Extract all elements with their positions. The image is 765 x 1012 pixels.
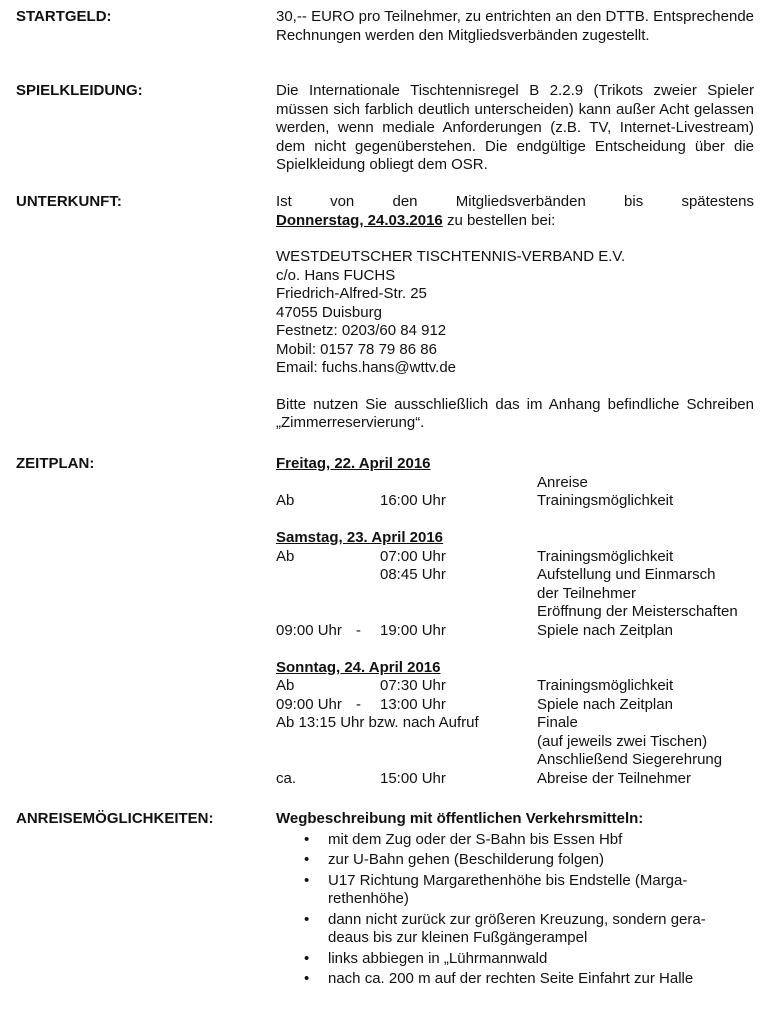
friday-heading: Freitag, 22. April 2016 <box>276 455 431 472</box>
anreise-content <box>276 810 754 989</box>
spielkleidung-label: SPIELKLEIDUNG: <box>16 82 143 99</box>
friday-event: Trainingsmöglichkeit <box>537 492 674 509</box>
spielkleidung-text: Die Internationale Tischtennisregel B 2.2.9 (Trikots zweier Spieler müssen sich farblich deutlich unterscheiden) kann außer Acht gelassen werden, wenn mediale Anforderungen (z.B. TV, Internet-Livestream) dem nicht gegenüberstehen. Die endgültige Entscheidung über die Spielkleidung obliegt dem OSR. <box>276 82 754 173</box>
saturday-heading: Samstag, 23. April 2016 <box>276 529 444 546</box>
sunday-event1: Trainingsmöglichkeit <box>537 677 674 694</box>
unterkunft-intro-tail: zu bestellen bei: <box>446 211 556 229</box>
list-item <box>276 851 728 870</box>
address-line-contact: c/o. Hans FUCHS <box>276 266 396 284</box>
bullet-icon: • <box>304 949 310 967</box>
list-item <box>276 950 728 969</box>
anreise-heading: Wegbeschreibung mit öffentlichen Verkehrsmitteln: <box>276 810 644 827</box>
step-text: dann nicht zurück zur größeren Kreuzung, sondern gera-deaus bis zur kleinen Fußgängerampel <box>328 910 706 946</box>
saturday-from: Ab <box>276 547 295 565</box>
sunday-event3b: (auf jeweils zwei Tischen) <box>537 732 708 750</box>
saturday-event1: Trainingsmöglichkeit <box>537 547 674 565</box>
bullet-icon: • <box>304 910 310 928</box>
zeitplan-label: ZEITPLAN: <box>16 455 95 472</box>
address-line-street: Friedrich-Alfred-Str. 25 <box>276 285 427 302</box>
unterkunft-label: UNTERKUNFT: <box>16 193 122 210</box>
saturday-range-end: 19:00 Uhr <box>380 621 446 639</box>
list-item <box>276 970 728 989</box>
step-text: zur U-Bahn gehen (Beschilderung folgen) <box>328 851 604 868</box>
step-text: links abbiegen in „Lührmannwald <box>328 949 548 967</box>
sunday-event3c: Anschließend Siegerehrung <box>537 751 723 768</box>
unterkunft-intro: Ist von den Mitgliedsverbänden bis spätestens <box>276 193 754 210</box>
saturday-event3: Spiele nach Zeitplan <box>537 621 673 639</box>
sunday-event2: Spiele nach Zeitplan <box>537 695 673 713</box>
zeitplan-content <box>276 455 754 788</box>
sunday-heading: Sonntag, 24. April 2016 <box>276 658 441 676</box>
unterkunft-content <box>276 193 754 433</box>
unterkunft-deadline: Donnerstag, 24.03.2016 <box>276 211 443 229</box>
saturday-event2a: Aufstellung und Einmarsch <box>537 566 716 583</box>
bullet-icon: • <box>304 970 310 987</box>
sunday-dash: - <box>356 695 361 713</box>
step-text: U17 Richtung Margarethenhöhe bis Endstelle (Marga-rethenhöhe) <box>328 871 688 907</box>
sunday-event3a: Finale <box>537 714 578 731</box>
friday-arrival: Anreise <box>537 473 588 491</box>
list-item <box>276 911 728 948</box>
list-item <box>276 872 728 909</box>
sunday-time1: 07:30 Uhr <box>380 677 446 694</box>
step-text: nach ca. 200 m auf der rechten Seite Einfahrt zur Halle <box>328 970 694 987</box>
sunday-event4: Abreise der Teilnehmer <box>537 769 691 787</box>
unterkunft-note: Bitte nutzen Sie ausschließlich das im Anhang befindliche Schreiben „Zimmerreservierung“. <box>276 395 754 431</box>
sunday-range-start: 09:00 Uhr <box>276 695 342 713</box>
bullet-icon: • <box>304 830 310 848</box>
step-text: mit dem Zug oder der S-Bahn bis Essen Hbf <box>328 830 623 848</box>
sunday-final-time: Ab 13:15 Uhr bzw. nach Aufruf <box>276 714 479 731</box>
startgeld-text: 30,-- EURO pro Teilnehmer, zu entrichten an den DTTB. Entsprechende Rechnungen werden den Mitgliedsverbänden zugestellt. <box>276 8 754 44</box>
anreise-label: ANREISEMÖGLICHKEITEN: <box>16 810 214 827</box>
address-line-email: Email: fuchs.hans@wttv.de <box>276 359 457 376</box>
anreise-steps <box>276 831 754 989</box>
saturday-dash: - <box>356 621 361 639</box>
saturday-time1: 07:00 Uhr <box>380 547 446 565</box>
saturday-range-start: 09:00 Uhr <box>276 621 342 639</box>
saturday-event2c: Eröffnung der Meisterschaften <box>537 603 738 620</box>
address-line-phone: Festnetz: 0203/60 84 912 <box>276 322 447 339</box>
unterkunft-deadline-line <box>276 212 754 231</box>
address-line-city: 47055 Duisburg <box>276 303 382 321</box>
friday-time: 16:00 Uhr <box>380 492 446 509</box>
list-item <box>276 831 728 850</box>
bullet-icon: • <box>304 851 310 868</box>
sunday-approx: ca. <box>276 769 297 787</box>
sunday-from: Ab <box>276 677 295 694</box>
sunday-range-end: 13:00 Uhr <box>380 695 446 713</box>
address-line-org: WESTDEUTSCHER TISCHTENNIS-VERBAND E.V. <box>276 248 626 265</box>
saturday-time2: 08:45 Uhr <box>380 566 446 583</box>
sunday-time4: 15:00 Uhr <box>380 769 446 787</box>
bullet-icon: • <box>304 871 310 889</box>
startgeld-label: STARTGELD: <box>16 8 112 25</box>
address-line-mobile: Mobil: 0157 78 79 86 86 <box>276 340 437 358</box>
saturday-event2b: der Teilnehmer <box>537 584 636 602</box>
friday-from: Ab <box>276 492 295 509</box>
